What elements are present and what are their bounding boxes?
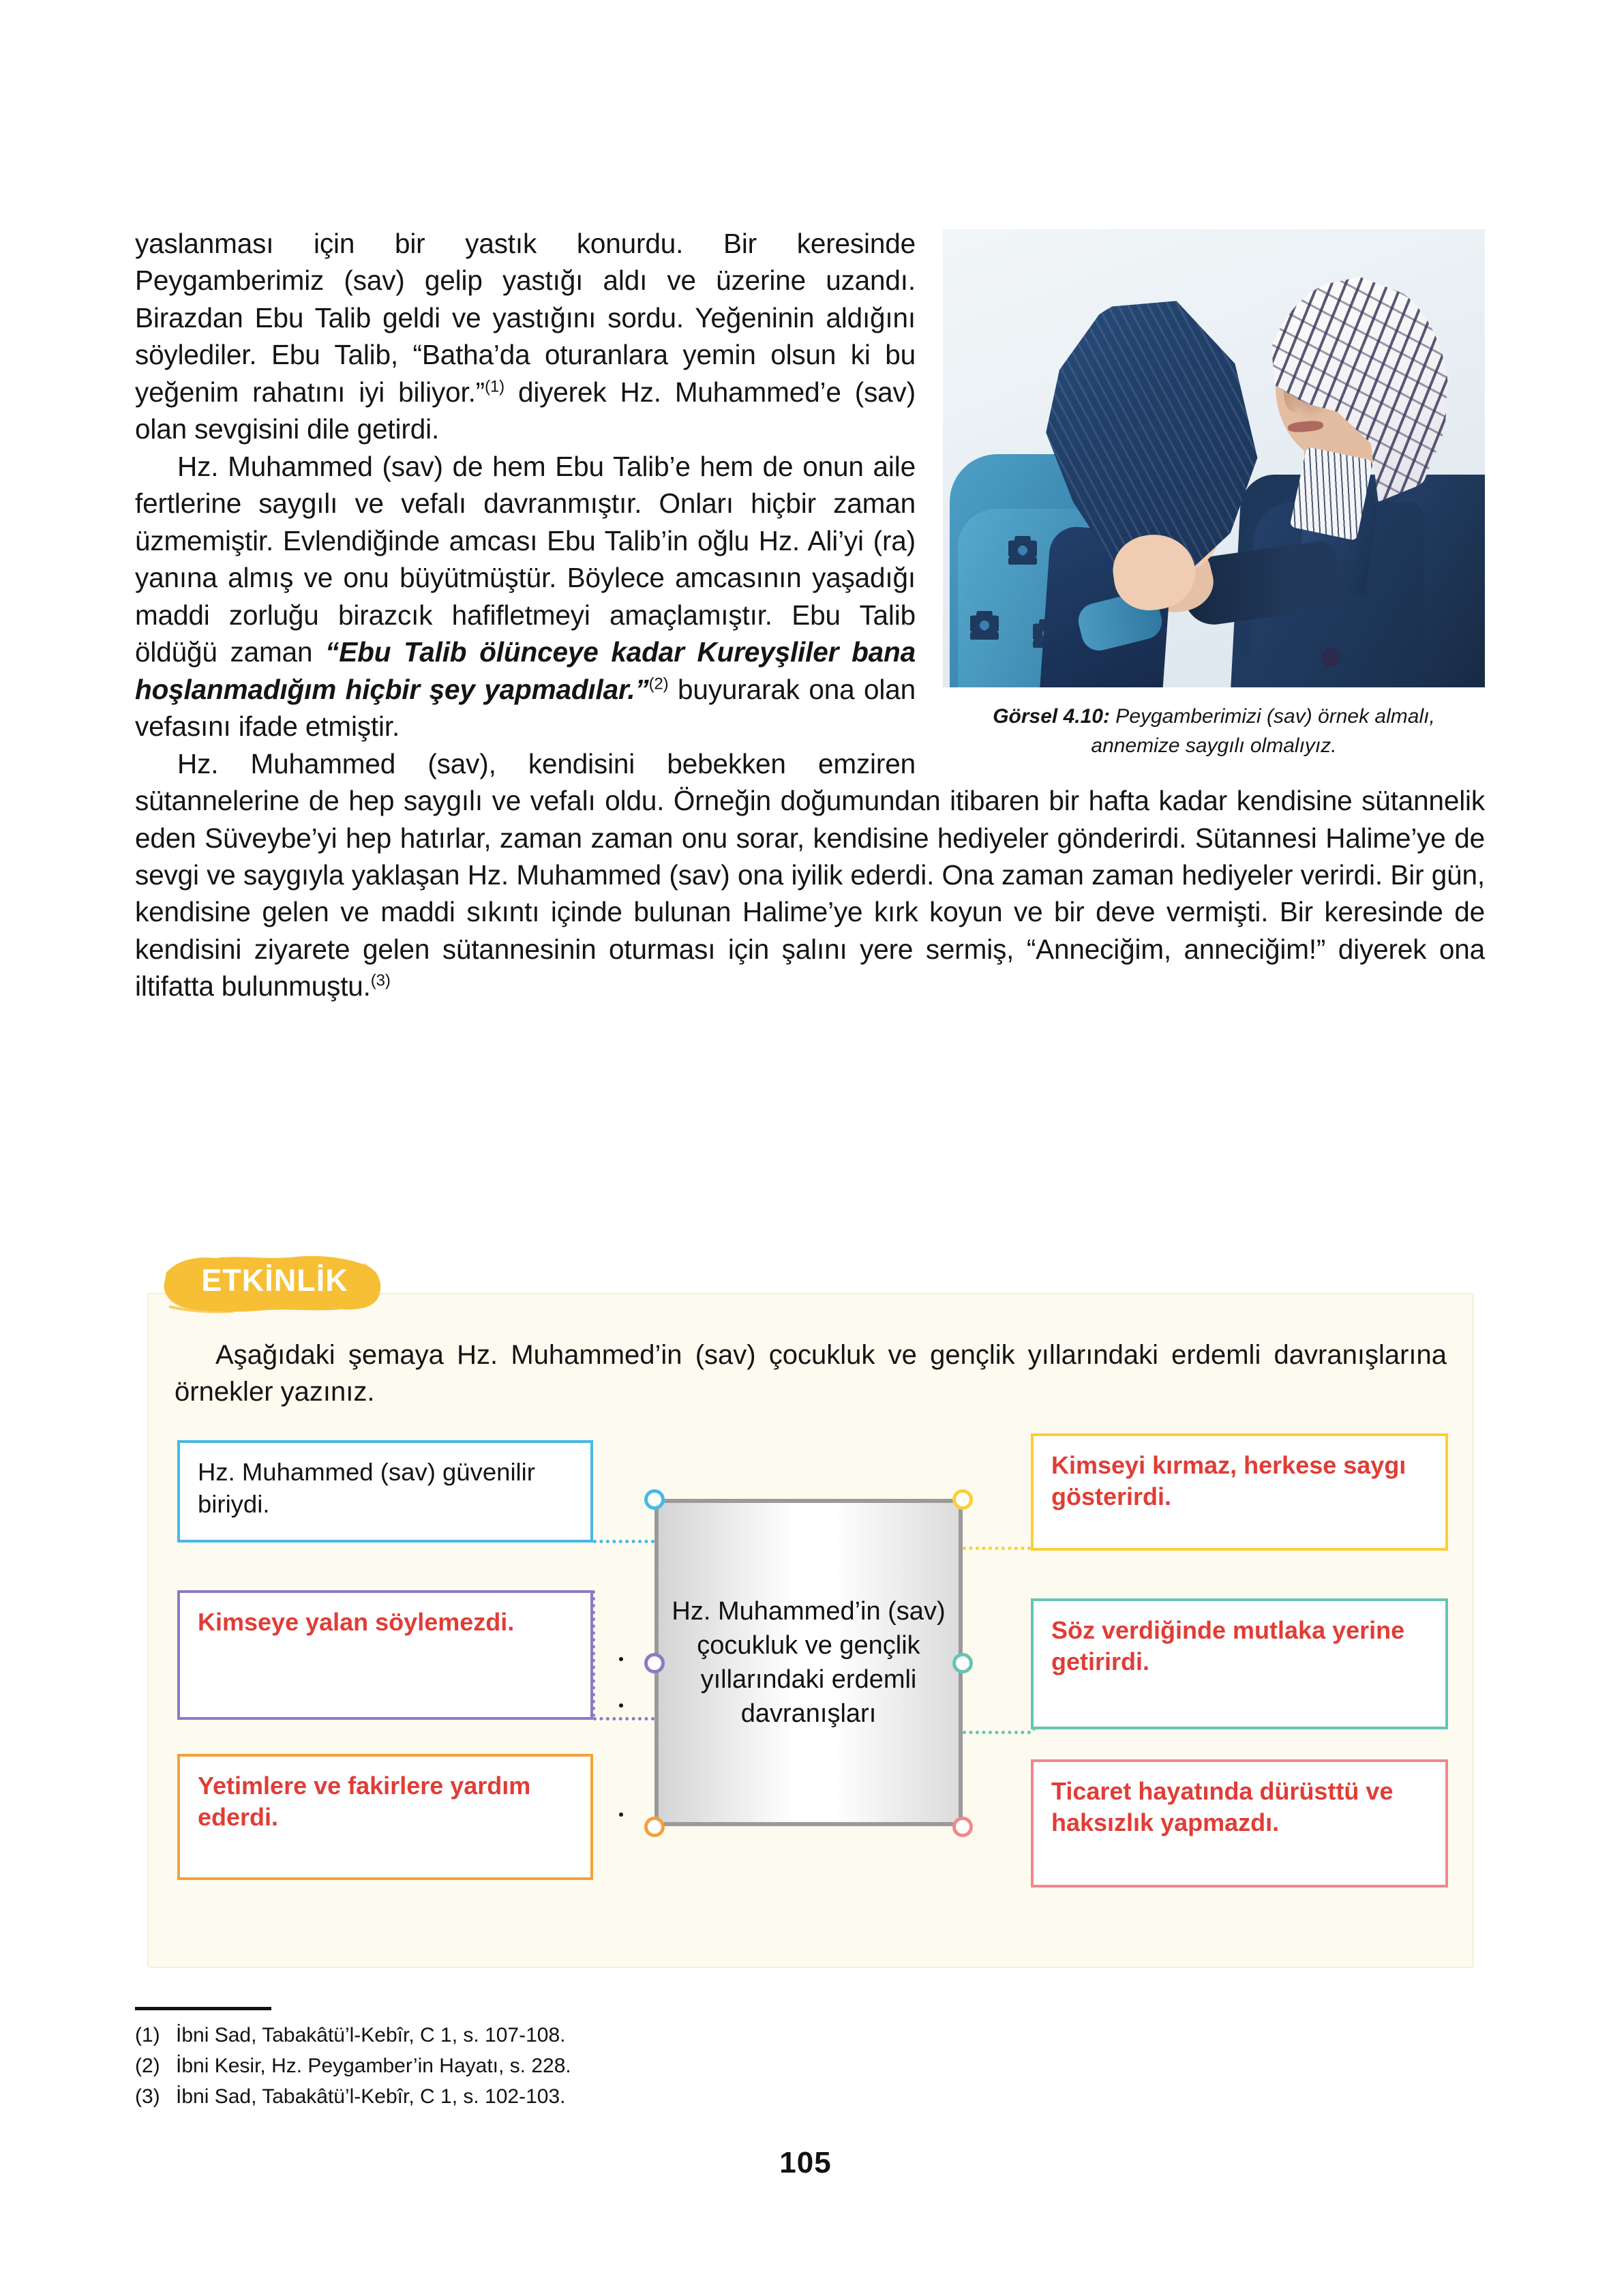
diagram-tick [619,1813,623,1817]
diagram-node-right-2[interactable]: Söz verdiğinde mutlaka yerine getirirdi. [1031,1598,1448,1729]
paragraph-2-tail: buyurarak ona olan vefasını ifade etmiştir. [135,673,916,743]
photo-mother-daughter [943,229,1485,687]
figure-caption-text: Peygamberimizi (sav) örnek almalı, annemize saygılı olmalıyız. [1091,705,1435,757]
diagram-tick [619,1703,623,1708]
footnote-text: İbni Kesir, Hz. Peygamber’in Hayatı, s. 228. [176,2055,571,2077]
connector-circle-right-3 [952,1817,973,1837]
girl-jacket-flower [1008,536,1037,565]
figure-caption-label: Görsel 4.10: [993,705,1110,728]
figure-caption [943,702,1485,760]
footnote-text: İbni Sad, Tabakâtü’l-Kebîr, C 1, s. 107-108. [176,2024,566,2046]
footnote-ref-3: (3) [370,971,391,990]
connector-dotline-left-2 [593,1717,654,1720]
concept-diagram [149,1431,1475,1949]
footnote-number: (1) [135,2024,160,2046]
activity-panel [147,1263,1474,1968]
diagram-node-left-3[interactable]: Yetimlere ve fakirlere yardım ederdi. [177,1754,593,1880]
footnote-list [135,2020,1158,2112]
figure-gorsel-4-10 [943,229,1485,760]
footnote-rule [135,2007,271,2010]
footnote-ref-2: (2) [648,674,669,694]
paragraph-2-lead: Hz. Muhammed (sav) de hem Ebu Talib’e hem de onun aile fertlerine saygılı ve vefalı davranmıştır. Onları hiçbir zaman üzmemiştir. Evlendiğinde amcası Ebu Talib’in oğlu Hz. Ali’yi (ra) yanına almış ve onu büyütmüştür. Böylece amcasının yaşadığı maddi zorluğu birazcık hafifletmeyi amaçlamıştır. Ebu Talib öldüğü zaman [135,450,916,668]
footnote-ref-1: (1) [485,377,505,396]
diagram-center-node: Hz. Muhammed’in (sav) çocukluk ve gençlik yıllarındaki erdemli davranışları [654,1499,963,1826]
paragraph-3 [135,745,1485,1005]
diagram-node-right-1[interactable]: Kimseyi kırmaz, herkese saygı gösterirdi. [1031,1433,1448,1551]
paragraph-1-tail: diyerek Hz. Muhammed’e (sav) olan sevgisini dile getirdi. [135,376,916,445]
diagram-node-left-2[interactable]: Kimseye yalan söylemezdi. [177,1590,593,1720]
activity-instruction: Aşağıdaki şemaya Hz. Muhammed’in (sav) çocukluk ve gençlik yıllarındaki erdemli davranışlarına örnekler yazınız. [175,1340,1447,1407]
etkinlik-badge [162,1249,387,1315]
connector-circle-left-1 [644,1489,665,1510]
connector-dotline-left-1 [593,1540,654,1543]
diagram-node-right-3[interactable]: Ticaret hayatında dürüsttü ve haksızlık yapmazdı. [1031,1759,1448,1888]
etkinlik-label: ETKİNLİK [201,1263,348,1298]
connector-dotline-right-2 [963,1731,1031,1734]
connector-circle-right-2 [952,1653,973,1673]
mother-coat-button [1321,648,1340,667]
footnote-item [135,2051,1158,2081]
girl-jacket-flower [970,611,999,640]
hadith-quote: “Ebu Talib ölünceye kadar Kureyşliler bana hoşlanmadığım hiçbir şey yapmadılar.” [135,636,916,705]
diagram-tick [619,1657,623,1661]
footnote-item [135,2020,1158,2051]
connector-circle-right-1 [952,1489,973,1510]
footnote-item [135,2081,1158,2112]
connector-circle-left-2 [644,1653,665,1673]
connector-circle-left-3 [644,1817,665,1837]
paragraph-1-text: yaslanması için bir yastık konurdu. Bir keresinde Peygamberimiz (sav) gelip yastığı aldı ve üzerine uzandı. Birazdan Ebu Talib geldi ve yastığını sordu. Yeğeninin aldığını söylediler. Ebu Talib, “Batha’da oturanlara yemin olsun ki bu yeğenim rahatını iyi biliyor.” [135,228,916,408]
connector-dotline-right-1 [963,1547,1031,1550]
footnote-number: (3) [135,2085,160,2108]
footnote-text: İbni Sad, Tabakâtü’l-Kebîr, C 1, s. 102-103. [176,2085,566,2108]
paragraph-3-text: Hz. Muhammed (sav), kendisini bebekken emziren sütannelerine de hep saygılı ve vefalı oldu. Örneğin doğumundan itibaren bir hafta kadar kendisine sütannelik eden Süveybe’yi hep hatırlar, zaman zaman onu sorar, kendisine hediyeler gönderirdi. Sütannesi Halime’ye de sevgi ve saygıyla yaklaşan Hz. Muhammed (sav) ona iyilik ederdi. Ona zaman zaman hediyeler verirdi. Bir gün, kendisine gelen ve maddi sıkıntı içinde bulunan Halime’ye kırk koyun ve bir deve vermişti. Bir keresinde de kendisini ziyarete gelen sütannesinin oturması için şalını yere sermiş, “Anneciğim, anneciğim!” diyerek ona iltifatta bulunmuştu. [135,747,1485,1002]
diagram-node-left-1[interactable]: Hz. Muhammed (sav) güvenilir biriydi. [177,1440,593,1542]
page-number: 105 [779,2146,832,2179]
main-text-column [135,225,1485,1005]
footnote-number: (2) [135,2055,160,2077]
